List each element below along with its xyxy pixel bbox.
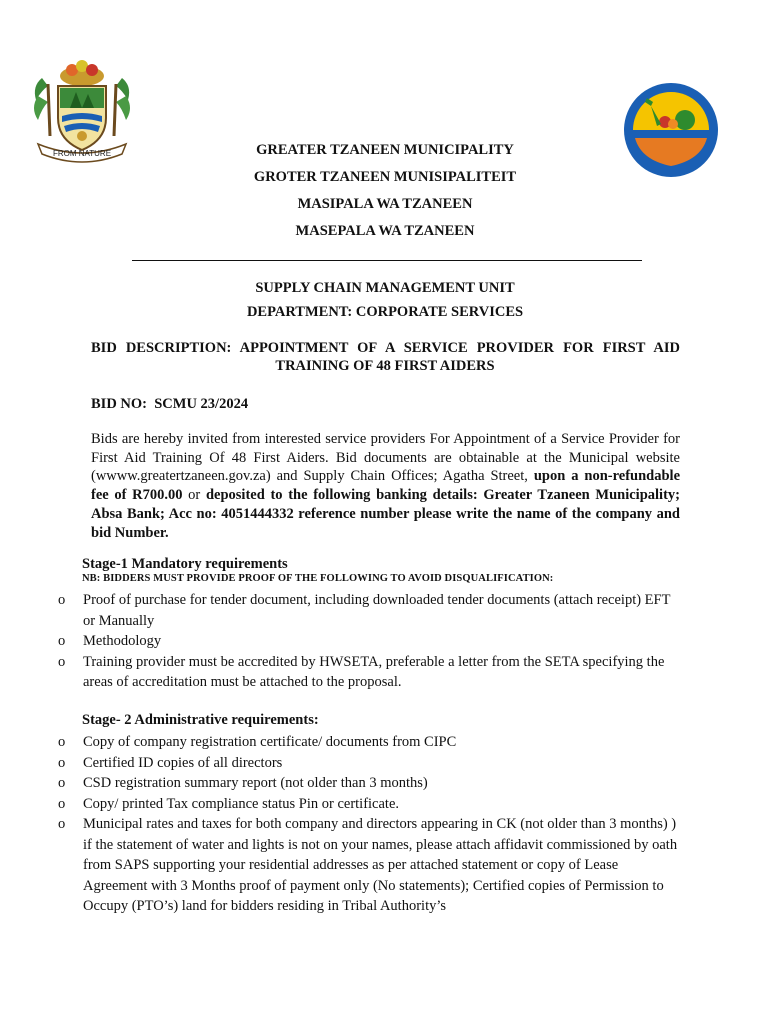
list-item [58,631,678,652]
stage1-list [58,590,678,693]
invitation-paragraph [91,430,680,542]
header-line-1: GREATER TZANEEN MUNICIPALITY [256,142,514,158]
list-item-text: Methodology [83,633,162,649]
bid-number: BID NO: SCMU 23/2024 [91,396,249,412]
invitation-or-text: or [182,487,206,504]
bullet-mark: o [58,816,66,832]
crest-ribbon-text: FROM NATURE [52,149,112,158]
unit-title: SUPPLY CHAIN MANAGEMENT UNIT [255,280,515,296]
bullet-mark: o [58,795,66,812]
bid-description-line-1: BID DESCRIPTION: APPOINTMENT OF A SERVICE PROVIDER FOR FIRST AID [91,340,680,356]
bullet-mark: o [58,754,66,771]
stage2-title: Stage- 2 Administrative requirements: [82,712,319,728]
list-item [58,773,678,794]
invitation-fee-text: upon a non-refundable fee of R700.00 [91,468,681,504]
list-item-text: Proof of purchase for tender document, including downloaded tender documents (attach receipt) EFT or Manually [83,592,671,629]
department-title: DEPARTMENT: CORPORATE SERVICES [246,304,524,320]
bullet-mark: o [58,633,66,649]
bullet-mark: o [58,734,66,750]
bullet-mark: o [58,653,66,670]
round-emblem-logo [621,80,721,180]
list-item [58,814,678,917]
list-item [58,732,678,753]
list-item-text: Copy/ printed Tax compliance status Pin or certificate. [83,795,400,812]
list-item [58,652,678,693]
header-line-3: MASIPALA WA TZANEEN [297,196,473,212]
sun-fruit-emblem-icon [621,80,721,180]
header-line-2: GROTER TZANEEN MUNISIPALITEIT [253,169,517,185]
stage1-title: Stage-1 Mandatory requirements [82,556,288,572]
header-line-4: MASEPALA WA TZANEEN [295,223,475,239]
stage2-list [58,732,678,917]
bullet-mark: o [58,592,66,608]
list-item-text: Copy of company registration certificate/ documents from CIPC [83,734,457,750]
bid-description-line-2: TRAINING OF 48 FIRST AIDERS [275,358,495,374]
list-item [58,794,678,815]
list-item [58,590,678,631]
list-item [58,753,678,774]
list-item-text: Training provider must be accredited by HWSETA, preferable a letter from the SETA specifying the areas of accreditation must be attached to the proposal. [83,653,665,690]
invitation-banking-text: deposited to the following banking details: Greater Tzaneen Municipality; Absa Bank; Acc no: 4051444332 reference number please write the name of the company and bid Number. [91,487,680,541]
header-divider [132,260,642,261]
invitation-text: Bids are hereby invited from interested service providers For Appointment of a Service Provider for First Aid Training Of 48 First Aiders. Bid documents are obtainable at the Municipal website (wwww.greatertzaneen.gov.za) and Supply Chain Offices; Agatha Street, [91,431,680,485]
list-item-text: CSD registration summary report (not older than 3 months) [83,775,428,791]
list-item-text: Municipal rates and taxes for both company and directors appearing in CK (not older than 3 months) ) if the statement of water and lights is not on your names, please attach affidavit commissioned by oath from SAPS supporting your residential addresses as per attached statement or copy of Lease Agreement with 3 Months proof of payment only (No statements); Certified copies of Permission to Occupy (PTO’s) land for bidders residing in Tribal Authority’s [83,816,678,914]
stage1-note: NB: BIDDERS MUST PROVIDE PROOF OF THE FOLLOWING TO AVOID DISQUALIFICATION: [82,573,554,584]
list-item-text: Certified ID copies of all directors [83,754,283,771]
bullet-mark: o [58,775,66,791]
